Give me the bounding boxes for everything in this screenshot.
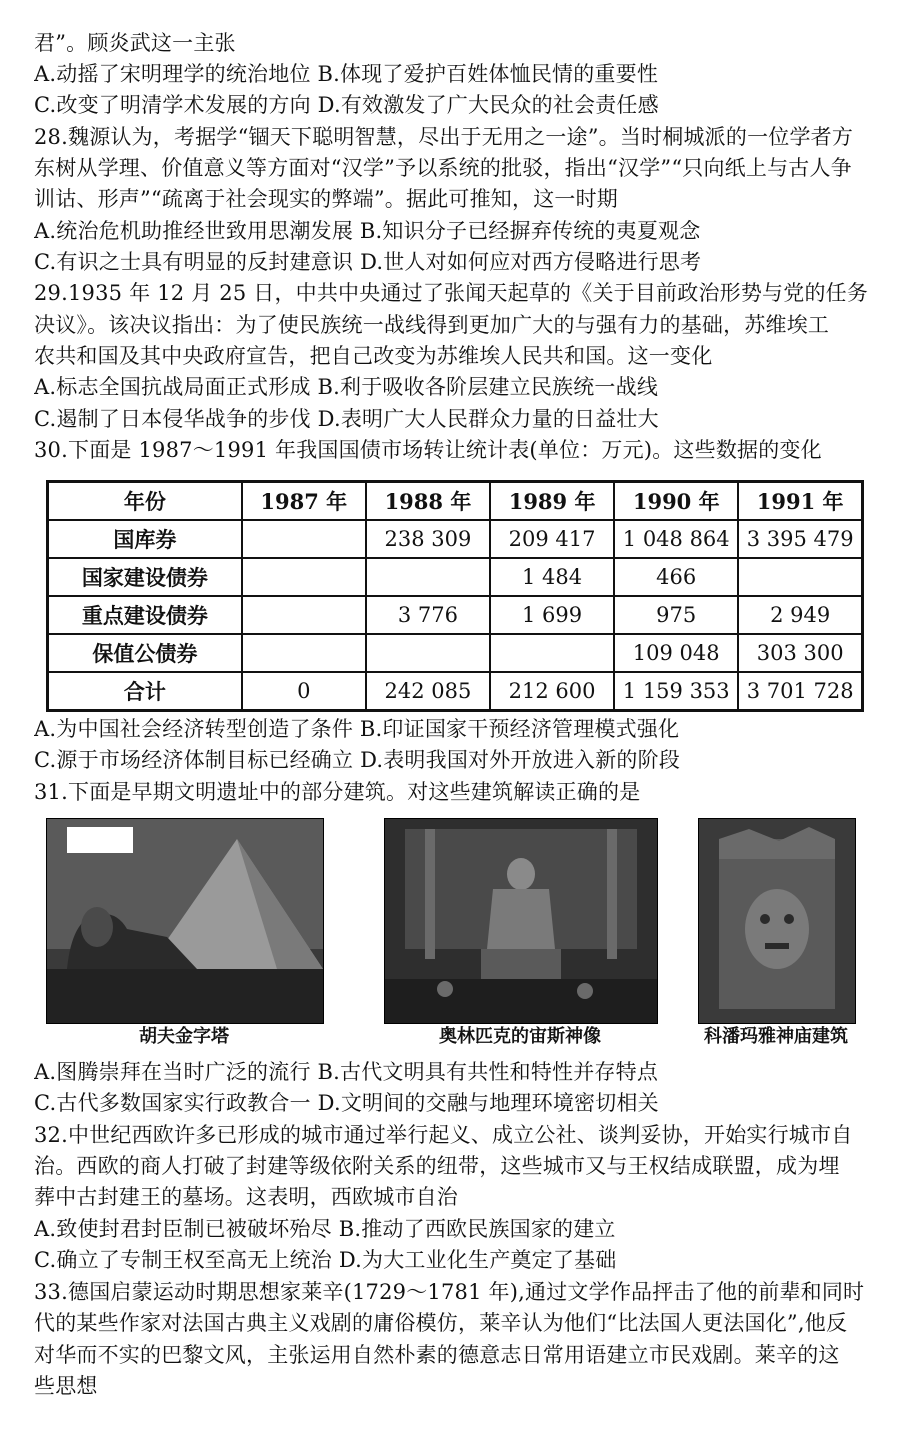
question-30-line: 30.下面是 1987～1991 年我国国债市场转让统计表(单位：万元)。这些数据的变化 — [34, 438, 822, 462]
text-line: 东树从学理、价值意义等方面对“汉学”予以系统的批驳，指出“汉学”“只向纸上与古人争 — [34, 156, 852, 180]
text-line: 治。西欧的商人打破了封建等级依附关系的纽带，这些城市又与王权结成联盟，成为埋 — [34, 1154, 840, 1178]
table-cell: 3 395 479 — [738, 520, 862, 558]
table-cell: 466 — [614, 558, 738, 596]
text-line: A.动摇了宋明理学的统治地位 B.体现了爱护百姓体恤民情的重要性 — [34, 62, 659, 86]
text-line: 葬中古封建王的墓场。这表明，西欧城市自治 — [34, 1185, 458, 1209]
text-line: C.遏制了日本侵华战争的步伐 D.表明广大人民群众力量的日益壮大 — [34, 407, 659, 431]
question-29-line: 29.1935 年 12 月 25 日，中共中央通过了张闻天起草的《关于目前政治形势与党的任务 — [34, 281, 869, 305]
table-cell: 1 159 353 — [614, 672, 738, 711]
figure-caption: 胡夫金字塔 — [139, 1026, 229, 1047]
table-header-cell: 1990 年 — [614, 482, 738, 521]
text-line: C.确立了专制王权至高无上统治 D.为大工业化生产奠定了基础 — [34, 1248, 617, 1272]
text-line: 些思想 — [34, 1374, 98, 1398]
table-cell: 975 — [614, 596, 738, 634]
table-row-label: 国家建设债券 — [48, 558, 242, 596]
table-header-cell: 1988 年 — [366, 482, 490, 521]
table-row-label: 重点建设债券 — [48, 596, 242, 634]
figure-caption: 科潘玛雅神庙建筑 — [704, 1026, 848, 1047]
text-line: C.有识之士具有明显的反封建意识 D.世人对如何应对西方侵略进行思考 — [34, 250, 702, 274]
text-line: A.图腾崇拜在当时广泛的流行 B.古代文明具有共性和特性并存特点 — [34, 1060, 659, 1084]
question-33-line: 33.德国启蒙运动时期思想家莱辛(1729～1781 年),通过文学作品抨击了他的前辈和同时 — [34, 1280, 865, 1304]
table-header-cell: 1991 年 — [738, 482, 862, 521]
bond-transfer-table — [46, 480, 864, 712]
table-row — [48, 520, 863, 558]
text-line: 决议》。该决议指出：为了使民族统一战线得到更加广大的与强有力的基础，苏维埃工 — [34, 313, 830, 337]
table-cell: 1 484 — [490, 558, 614, 596]
pyramid-sphinx-photo-icon — [46, 818, 324, 1024]
table-cell: 238 309 — [366, 520, 490, 558]
table-row-label: 合计 — [48, 672, 242, 711]
table-row — [48, 596, 863, 634]
table-cell — [242, 558, 366, 596]
zeus-statue-photo-icon — [384, 818, 658, 1024]
table-cell — [738, 558, 862, 596]
table-row-label: 国库券 — [48, 520, 242, 558]
table-header-cell: 1989 年 — [490, 482, 614, 521]
text-line: 代的某些作家对法国古典主义戏剧的庸俗模仿，莱辛认为他们“比法国人更法国化”,他反 — [34, 1311, 848, 1335]
table-header-row — [48, 482, 863, 521]
text-line: 农共和国及其中央政府宣告，把自己改变为苏维埃人民共和国。这一变化 — [34, 344, 713, 368]
text-line: A.统治危机助推经世致用思潮发展 B.知识分子已经摒弃传统的夷夏观念 — [34, 219, 701, 243]
table-cell: 209 417 — [490, 520, 614, 558]
table-header-cell: 1987 年 — [242, 482, 366, 521]
text-line: C.改变了明清学术发展的方向 D.有效激发了广大民众的社会责任感 — [34, 93, 659, 117]
text-line: C.古代多数国家实行政教合一 D.文明间的交融与地理环境密切相关 — [34, 1091, 659, 1115]
table-cell: 109 048 — [614, 634, 738, 672]
table-cell — [490, 634, 614, 672]
table-cell: 242 085 — [366, 672, 490, 711]
table-row — [48, 672, 863, 711]
table-cell — [242, 596, 366, 634]
table-header-cell: 年份 — [48, 482, 242, 521]
table-row — [48, 558, 863, 596]
table-cell: 0 — [242, 672, 366, 711]
text-line: 对华而不实的巴黎文风，主张运用自然朴素的德意志日常用语建立市民戏剧。莱辛的这 — [34, 1343, 840, 1367]
maya-temple-photo-icon — [698, 818, 856, 1024]
table-cell — [242, 520, 366, 558]
table-cell: 1 699 — [490, 596, 614, 634]
table-cell: 212 600 — [490, 672, 614, 711]
table-cell: 3 701 728 — [738, 672, 862, 711]
table-row — [48, 634, 863, 672]
table-row-label: 保值公债券 — [48, 634, 242, 672]
table-cell: 2 949 — [738, 596, 862, 634]
text-line: 君”。顾炎武这一主张 — [34, 31, 236, 55]
text-line: A.标志全国抗战局面正式形成 B.利于吸收各阶层建立民族统一战线 — [34, 375, 659, 399]
table-cell: 3 776 — [366, 596, 490, 634]
text-line: C.源于市场经济体制目标已经确立 D.表明我国对外开放进入新的阶段 — [34, 748, 681, 772]
question-32-line: 32.中世纪西欧许多已形成的城市通过举行起义、成立公社、谈判妥协，开始实行城市自 — [34, 1123, 853, 1147]
question-28-line: 28.魏源认为，考据学“锢天下聪明智慧，尽出于无用之一途”。当时桐城派的一位学者方 — [34, 125, 854, 149]
table-cell: 303 300 — [738, 634, 862, 672]
figure-caption: 奥林匹克的宙斯神像 — [439, 1026, 601, 1047]
table-cell — [366, 634, 490, 672]
text-line: A.为中国社会经济转型创造了条件 B.印证国家干预经济管理模式强化 — [34, 717, 680, 741]
text-line: 训诂、形声”“疏离于社会现实的弊端”。据此可推知，这一时期 — [34, 187, 619, 211]
text-line: A.致使封君封臣制已被破坏殆尽 B.推动了西欧民族国家的建立 — [34, 1217, 616, 1241]
question-31-line: 31.下面是早期文明遗址中的部分建筑。对这些建筑解读正确的是 — [34, 780, 641, 804]
table-cell — [242, 634, 366, 672]
table-cell: 1 048 864 — [614, 520, 738, 558]
table-cell — [366, 558, 490, 596]
